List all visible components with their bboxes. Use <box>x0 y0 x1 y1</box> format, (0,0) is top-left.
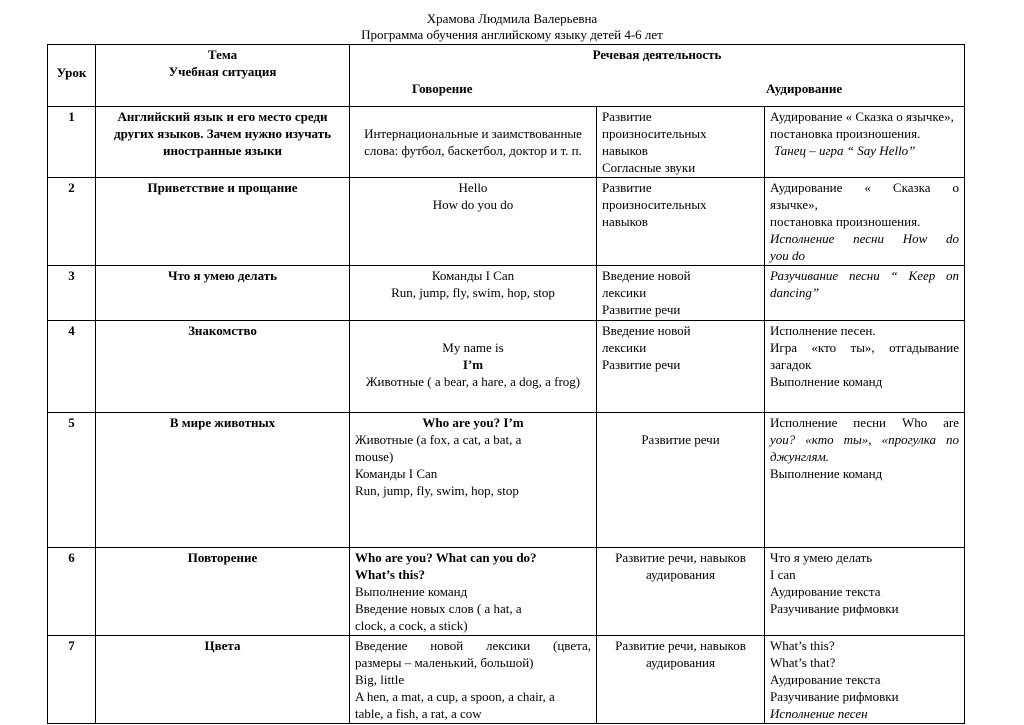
row-listening: Аудирование « Сказка о язычке», постановка произношения. Танец – игра “ Say Hello” <box>765 107 965 178</box>
lesson-plan-table <box>47 44 965 724</box>
row-skills: Развитие речи <box>597 413 765 548</box>
row-speaking: My name is I’m Животные ( a bear, a hare, a dog, a frog) <box>350 321 597 413</box>
table-row <box>48 636 965 724</box>
row-listening: What’s this? What’s that? Аудирование текста Разучивание рифмовки Исполнение песен <box>765 636 965 724</box>
row-listening: Исполнение песен. Игра «кто ты», отгадывание загадок Выполнение команд <box>765 321 965 413</box>
header-speech-activity <box>350 45 965 107</box>
row-num: 5 <box>48 413 96 548</box>
header-listening: Аудирование <box>766 81 843 96</box>
row-speaking: Hello How do you do <box>350 178 597 266</box>
row-listening: Аудирование « Сказка о язычке», постановка произношения. Исполнение песни How do you do <box>765 178 965 266</box>
row-speaking: Команды I Can Run, jump, fly, swim, hop, stop <box>350 266 597 321</box>
row-speaking: Who are you? What can you do? What’s this? Выполнение команд Введение новых слов ( a hat, a clock, a cock, a stick) <box>350 548 597 636</box>
row-num: 6 <box>48 548 96 636</box>
row-listening: Разучивание песни “ Keep on dancing” <box>765 266 965 321</box>
author-name: Храмова Людмила Валерьевна <box>426 11 598 26</box>
row-num: 3 <box>48 266 96 321</box>
row-num: 4 <box>48 321 96 413</box>
table-row <box>48 321 965 413</box>
row-skills: Развитие речи, навыков аудирования <box>597 548 765 636</box>
row-topic: Что я умею делать <box>96 266 350 321</box>
program-title: Программа обучения английскому языку детей 4-6 лет <box>361 27 663 42</box>
row-topic: В мире животных <box>96 413 350 548</box>
table-row <box>48 266 965 321</box>
row-topic: Английский язык и его место среди других языков. Зачем нужно изучать иностранные языки <box>96 107 350 178</box>
table-row <box>48 178 965 266</box>
header-lesson: Урок <box>48 45 96 107</box>
table-row <box>48 548 965 636</box>
table-row <box>48 413 965 548</box>
row-num: 7 <box>48 636 96 724</box>
row-speaking: Интернациональные и заимствованные слова: футбол, баскетбол, доктор и т. п. <box>350 107 597 178</box>
header-speech-label: Речевая деятельность <box>592 47 722 62</box>
row-skills: Развитие произносительных навыков Согласные звуки <box>597 107 765 178</box>
row-skills: Введение новой лексики Развитие речи <box>597 266 765 321</box>
table-header-row <box>48 45 965 107</box>
header-speaking: Говорение <box>412 81 473 96</box>
row-num: 1 <box>48 107 96 178</box>
row-topic: Знакомство <box>96 321 350 413</box>
row-topic: Цвета <box>96 636 350 724</box>
row-topic: Приветствие и прощание <box>96 178 350 266</box>
row-listening: Исполнение песни Who are you? «кто ты», «прогулка по джунглям. Выполнение команд <box>765 413 965 548</box>
row-speaking: Who are you? I’m Животные (a fox, a cat, a bat, a mouse) Команды I Can Run, jump, fly, swim, hop, stop <box>350 413 597 548</box>
table-row <box>48 107 965 178</box>
row-speaking: Введение новой лексики (цвета, размеры – маленький, большой) Big, little A hen, a mat, a cup, a spoon, a chair, a table, a fish, a rat, a cow <box>350 636 597 724</box>
header-topic: Тема Учебная ситуация <box>96 45 350 107</box>
row-skills: Развитие произносительных навыков <box>597 178 765 266</box>
row-listening: Что я умею делать I can Аудирование текста Разучивание рифмовки <box>765 548 965 636</box>
row-skills: Развитие речи, навыков аудирования <box>597 636 765 724</box>
row-num: 2 <box>48 178 96 266</box>
row-skills: Введение новой лексики Развитие речи <box>597 321 765 413</box>
row-topic: Повторение <box>96 548 350 636</box>
